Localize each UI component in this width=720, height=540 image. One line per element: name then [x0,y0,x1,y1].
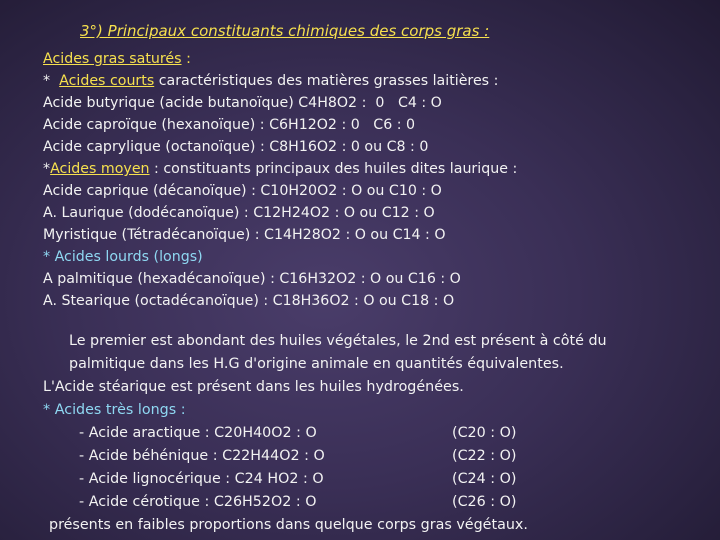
very-long-acid-name: - Acide lignocérique : C24 HO2 : O [79,471,324,487]
acid-line-palmitic: A palmitique (hexadécanoïque) : C16H32O2 : O ou C16 : O [43,271,461,287]
paragraph-line-2: palmitique dans les H.G d'origine animale en quantités équivalentes. [69,356,564,372]
medium-acids-label: Acides moyen [50,161,150,177]
very-long-acid-code: (C26 : O) [452,494,517,510]
saturated-heading-colon: : [181,51,191,67]
stearic-note: L'Acide stéarique est présent dans les huiles hydrogénées. [43,379,464,395]
medium-acids-description: : constituants principaux des huiles dites laurique : [149,161,518,177]
very-long-acid-row [43,445,607,468]
short-acids-line [43,70,517,92]
notes-block [43,330,607,537]
acid-line-capric: Acide caprique (décanoïque) : C10H20O2 : O ou C10 : O [43,183,442,199]
slide-title: 3°) Principaux constituants chimiques des corps gras : [80,22,490,40]
short-acids-description: caractéristiques des matières grasses laitières : [154,73,499,89]
very-long-acid-name: - Acide béhénique : C22H44O2 : O [79,448,325,464]
very-long-acid-name: - Acide cérotique : C26H52O2 : O [79,494,317,510]
acid-line-caprylic: Acide caprylique (octanoïque) : C8H16O2 : 0 ou C8 : 0 [43,139,429,155]
medium-acids-bullet: * [43,161,51,177]
very-long-acids-label: * Acides très longs : [43,402,186,418]
saturated-fatty-acids-block [43,48,517,312]
acid-line-caproic: Acide caproïque (hexanoïque) : C6H12O2 : 0 C6 : 0 [43,117,416,133]
very-long-acid-code: (C24 : O) [452,471,517,487]
acid-line-myristic: Myristique (Tétradécanoïque) : C14H28O2 : O ou C14 : O [43,227,446,243]
acid-line-butyric: Acide butyrique (acide butanoïque) C4H8O2 : 0 C4 : O [43,95,442,111]
medium-acids-line [43,158,517,180]
short-acids-bullet: * [43,73,60,89]
saturated-heading-line [43,48,517,70]
very-long-acid-row [43,422,607,445]
paragraph-line-1: Le premier est abondant des huiles végétales, le 2nd est présent à côté du [69,333,607,349]
acid-line-stearic: A. Stearique (octadécanoïque) : C18H36O2 : O ou C18 : O [43,293,455,309]
very-long-acid-code: (C22 : O) [452,448,517,464]
closing-note: présents en faibles proportions dans quelque corps gras végétaux. [49,517,528,533]
very-long-acid-row [43,468,607,491]
saturated-heading: Acides gras saturés [43,51,182,67]
very-long-acid-code: (C20 : O) [452,425,517,441]
heavy-acids-label: * Acides lourds (longs) [43,249,203,265]
short-acids-label: Acides courts [59,73,155,89]
very-long-acid-name: - Acide aractique : C20H40O2 : O [79,425,317,441]
acid-line-lauric: A. Laurique (dodécanoïque) : C12H24O2 : O ou C12 : O [43,205,435,221]
very-long-acid-row [43,491,607,514]
